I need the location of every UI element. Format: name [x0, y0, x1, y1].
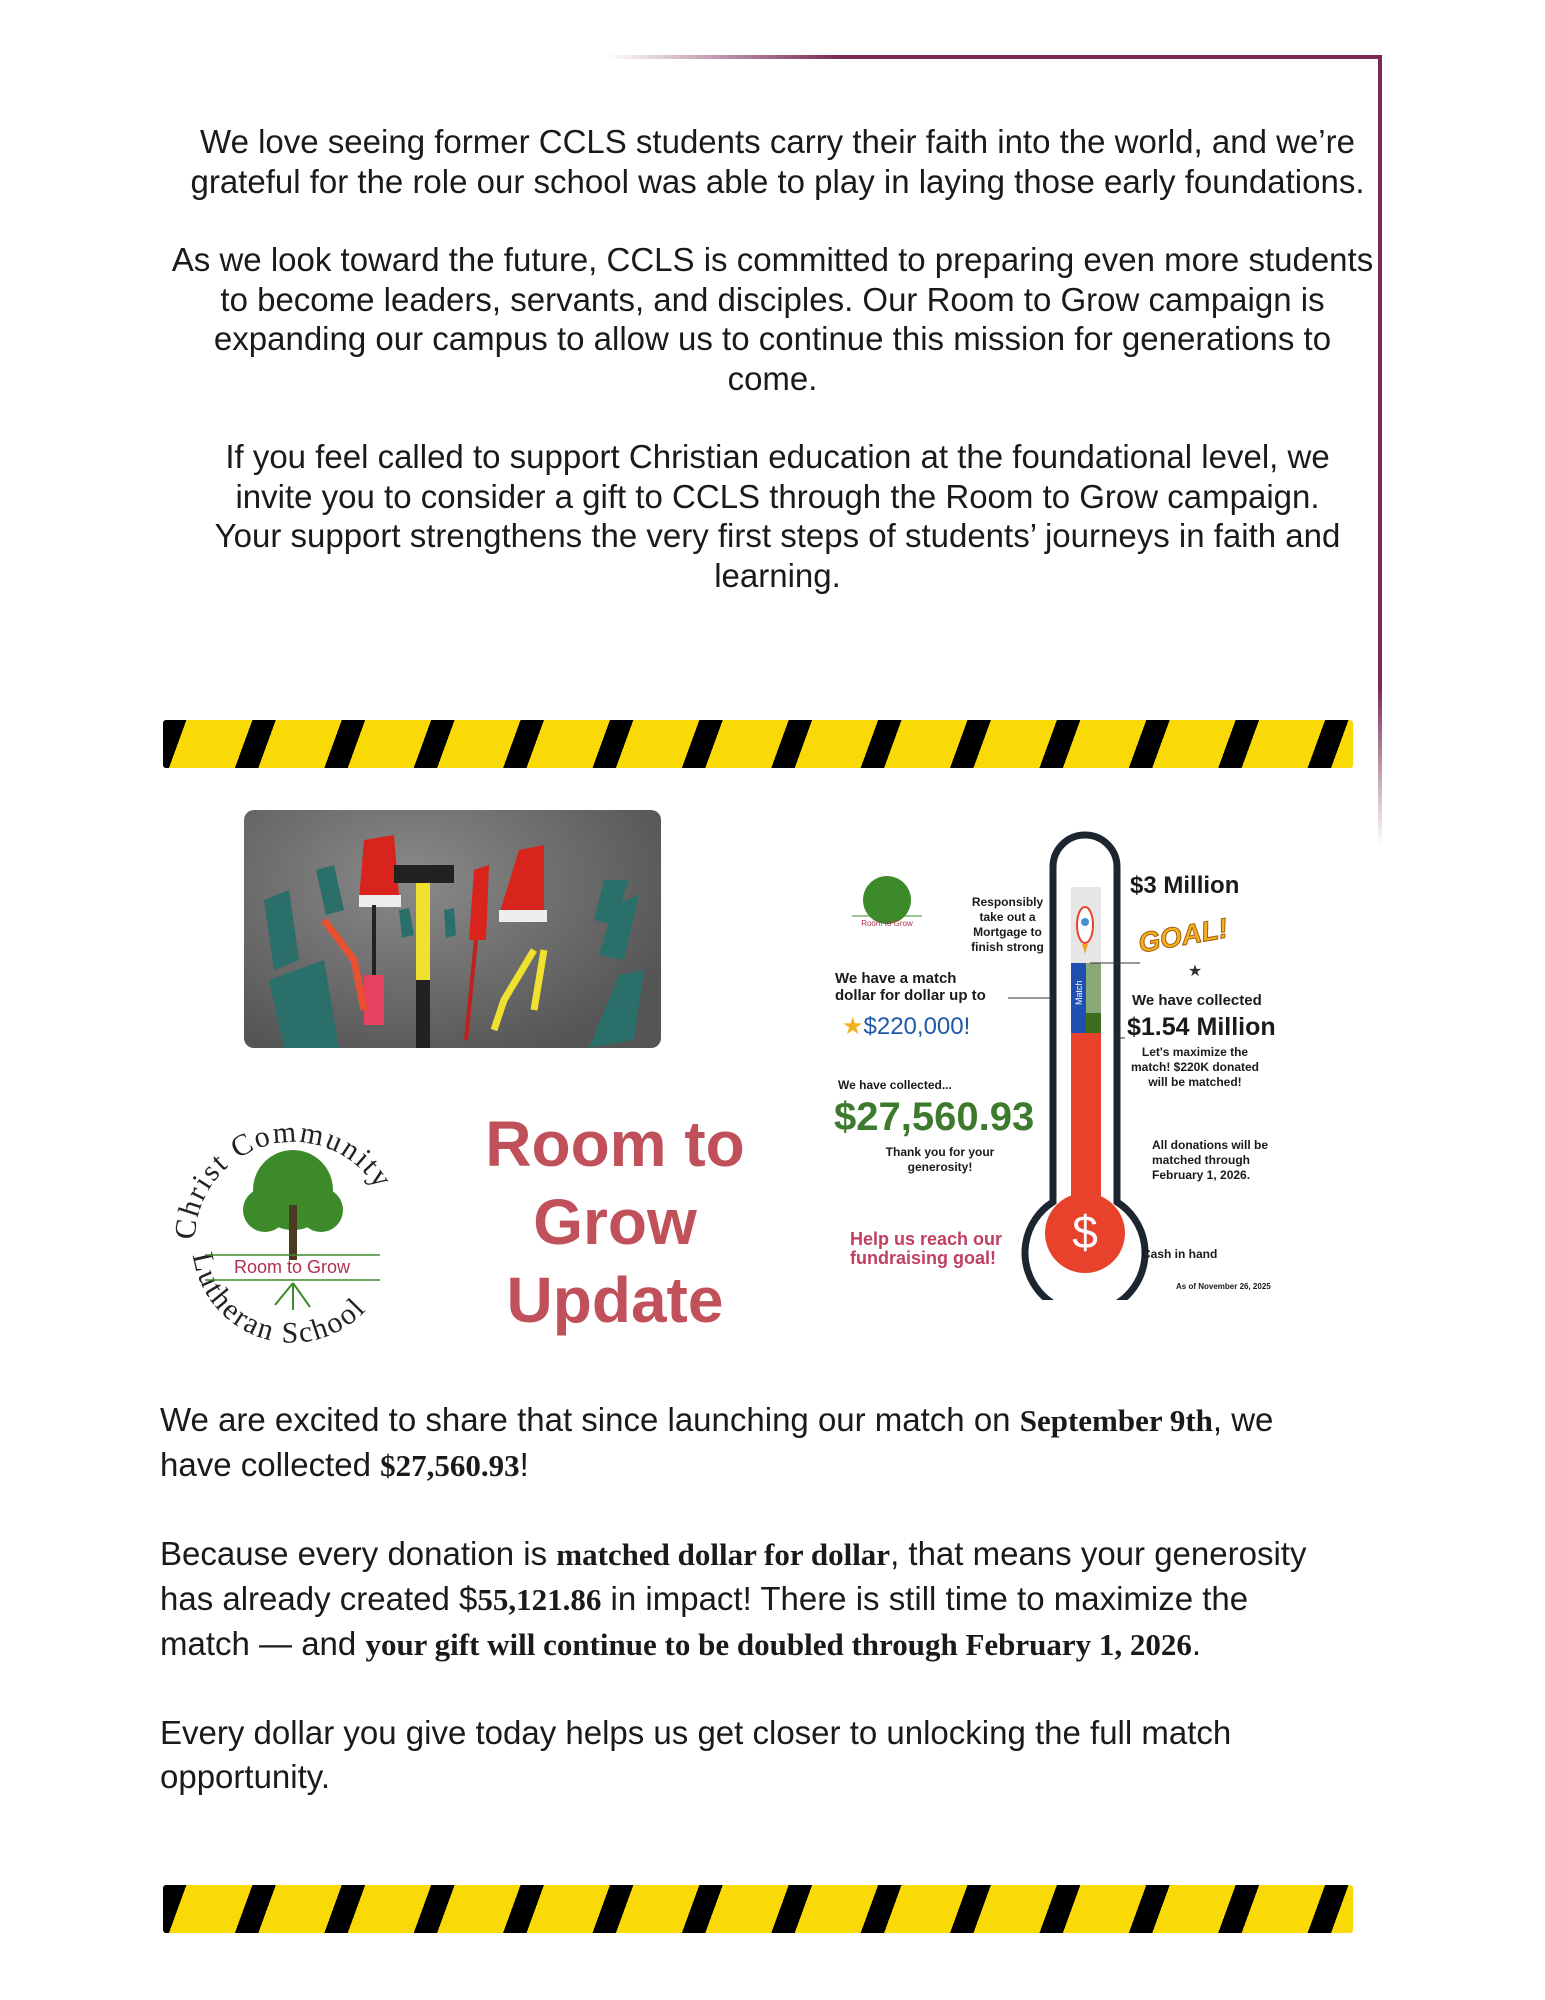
- note-line: February 1, 2026.: [1152, 1168, 1251, 1182]
- match-label: Match: [1074, 980, 1084, 1005]
- update-body: [160, 1398, 1310, 1843]
- note-line: Responsibly: [971, 895, 1044, 909]
- note-line: Mortgage to: [973, 925, 1042, 939]
- title-line: Grow: [533, 1186, 697, 1258]
- note-line: Thank you for your: [885, 1145, 995, 1159]
- bold-text: 55,121.86: [477, 1582, 602, 1617]
- goal-badge: GOAL!: [1135, 912, 1231, 959]
- tools-christmas-photo: [244, 810, 661, 1048]
- note-line: generosity!: [907, 1160, 973, 1174]
- bold-text: September 9th: [1019, 1403, 1213, 1438]
- match-amount: [842, 1012, 970, 1041]
- note-line: match! $220K donated: [1130, 1060, 1260, 1074]
- deadline-note: [1152, 1138, 1268, 1183]
- note-line: will be matched!: [1148, 1075, 1242, 1089]
- match-intro-line: We have a match: [835, 970, 957, 987]
- text: in impact! There is still time to maximize the match — and: [160, 1580, 1249, 1662]
- school-logo: [165, 1105, 420, 1360]
- caution-stripe-divider: [163, 1885, 1353, 1933]
- text: .: [1191, 1625, 1202, 1662]
- small-logo-banner: Room to Grow: [861, 919, 913, 928]
- text: Because every donation is: [160, 1535, 557, 1572]
- update-paragraph: [160, 1532, 1310, 1667]
- title-line: Room to: [485, 1108, 745, 1180]
- mortgage-note: [970, 895, 1045, 955]
- frame-border-right: [1378, 55, 1382, 845]
- as-of-date: As of November 26, 2025: [1176, 1282, 1271, 1291]
- update-paragraph: Every dollar you give today helps us get closer to unlocking the full match opportunity.: [160, 1714, 1232, 1795]
- fundraising-thermometer-graphic: [820, 820, 1300, 1300]
- page-title: [470, 1105, 760, 1339]
- logo-bottom-text: Lutheran School: [185, 1249, 373, 1350]
- cash-in-hand-label: Cash in hand: [1142, 1247, 1218, 1261]
- bold-text: matched dollar for dollar: [556, 1537, 891, 1572]
- text: !: [519, 1446, 529, 1483]
- update-paragraph: [160, 1398, 1310, 1488]
- caution-stripe-divider: [163, 720, 1353, 768]
- cta-line: Help us reach our: [850, 1229, 1003, 1249]
- total-amount: $1.54 Million: [1127, 1013, 1276, 1041]
- dollar-icon: $: [1072, 1206, 1098, 1258]
- logo-banner-text: Room to Grow: [233, 1257, 351, 1277]
- match-intro-line: dollar for dollar up to: [835, 987, 986, 1004]
- title-line: Update: [506, 1264, 724, 1336]
- note-line: matched through: [1152, 1153, 1250, 1167]
- collected-label: We have collected...: [838, 1078, 952, 1092]
- match-amount-value: $220,000!: [863, 1013, 971, 1040]
- note-line: finish strong: [971, 940, 1044, 954]
- note-line: All donations will be: [1152, 1138, 1269, 1152]
- text: , we have collected: [160, 1401, 1274, 1483]
- note-line: take out a: [979, 910, 1036, 924]
- cta-line: fundraising goal!: [850, 1248, 996, 1268]
- small-logo: [832, 848, 942, 958]
- note-line: Let's maximize the: [1141, 1045, 1249, 1059]
- goal-amount: $3 Million: [1130, 872, 1240, 899]
- logo-top-text: Christ Community: [168, 1115, 400, 1241]
- maximize-note: [1120, 1045, 1270, 1090]
- intro-text: [171, 122, 1374, 634]
- match-intro: [835, 970, 986, 1004]
- thanks-note: [880, 1145, 1000, 1175]
- intro-paragraph: We love seeing former CCLS students carry their faith into the world, and we’re grateful for the role our school was able to play in laying those early foundations.: [190, 123, 1365, 200]
- total-label: We have collected: [1132, 992, 1262, 1009]
- bold-text: $27,560.93: [380, 1448, 520, 1483]
- star-icon: ★: [842, 1013, 864, 1040]
- text: We are excited to share that since launching our match on: [160, 1401, 1020, 1438]
- collected-amount: $27,560.93: [834, 1095, 1035, 1139]
- text: , that means your generosity has already created $: [160, 1535, 1307, 1617]
- intro-paragraph: If you feel called to support Christian education at the foundational level, we invite you to consider a gift to CCLS through the Room to Grow campaign. Your support strengthens the very first steps of students’ journeys in faith and learning.: [214, 438, 1341, 594]
- star-icon: ★: [1187, 963, 1203, 980]
- intro-paragraph: As we look toward the future, CCLS is committed to preparing even more students to become leaders, servants, and disciples. Our Room to Grow campaign is expanding our campus to allow us to continue this mission for generations to come.: [171, 241, 1374, 397]
- cta-text: [850, 1230, 1002, 1268]
- frame-border-top: [605, 55, 1382, 59]
- bold-text: your gift will continue to be doubled through February 1, 2026: [365, 1627, 1192, 1662]
